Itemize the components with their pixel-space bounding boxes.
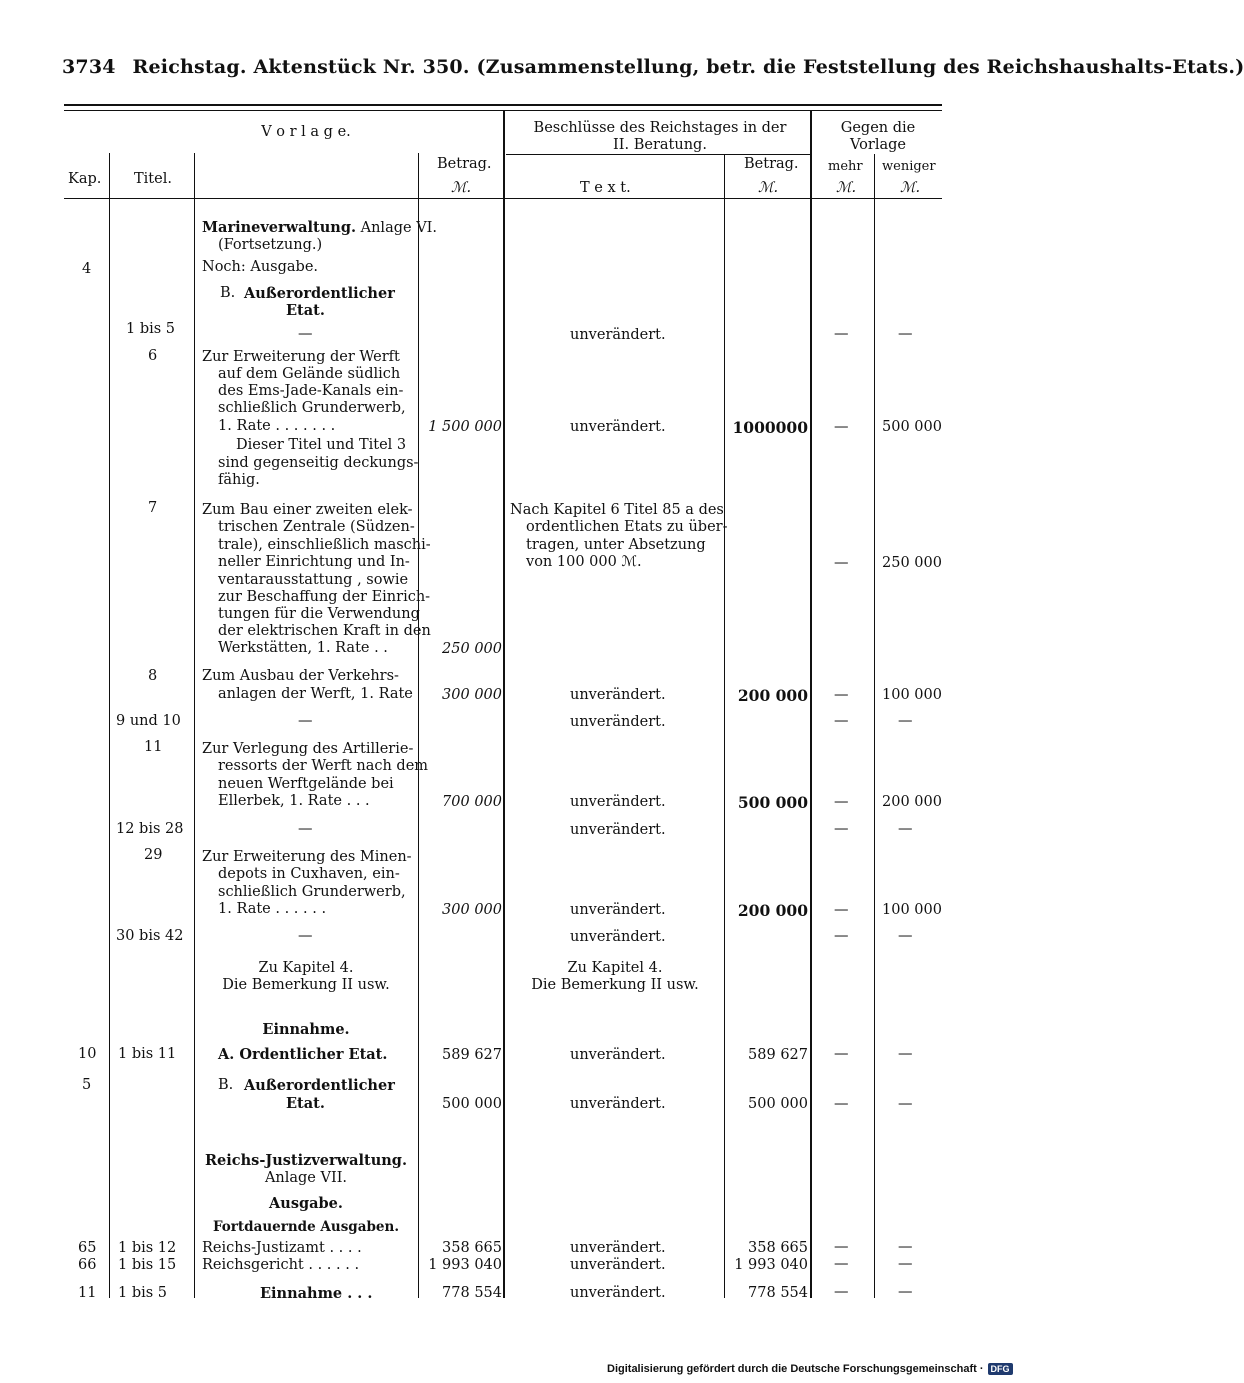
row-5-dash: — bbox=[298, 713, 313, 729]
row-12-mehr: — bbox=[834, 1239, 849, 1255]
row-8-desc-2: depots in Cuxhaven, ein- bbox=[218, 866, 400, 882]
row-1-text: unverändert. bbox=[570, 327, 666, 343]
header-gegen: Gegen die Vorlage bbox=[840, 120, 916, 153]
row-14-betrag2: 778 554 bbox=[748, 1285, 808, 1301]
row-12-betrag: 358 665 bbox=[442, 1240, 502, 1256]
row-6-text: unverändert. bbox=[570, 794, 666, 810]
zu-kapitel-left-1: Zu Kapitel 4. bbox=[258, 960, 354, 976]
row-6-desc-3: neuen Werftgelände bei bbox=[218, 776, 394, 792]
row-3-desc-3: trale), einschließlich maschi- bbox=[218, 537, 431, 553]
row-2-weniger: 500 000 bbox=[882, 419, 942, 435]
col-line-mehr bbox=[874, 154, 875, 1298]
header-vorlage: V o r l a g e. bbox=[261, 124, 351, 140]
row-14-mehr: — bbox=[834, 1284, 849, 1300]
row-11-desc-2: Etat. bbox=[286, 1095, 325, 1112]
row-5-titel: 9 und 10 bbox=[116, 713, 181, 729]
row-3-text-1: Nach Kapitel 6 Titel 85 a des bbox=[510, 502, 724, 518]
header-beschluesse: Beschlüsse des Reichstages in der II. Beratung. bbox=[533, 120, 787, 153]
row-8-desc-1: Zur Erweiterung des Minen- bbox=[202, 849, 412, 865]
row-10-desc: A. Ordentlicher Etat. bbox=[218, 1046, 388, 1063]
row-1-titel: 1 bis 5 bbox=[126, 321, 176, 337]
row-11-weniger: — bbox=[898, 1096, 913, 1112]
page-header bbox=[62, 56, 1244, 82]
page-title: Reichstag. Aktenstück Nr. 350. (Zusammenstellung, betr. die Feststellung des Reichshaushalts-Etats.) bbox=[132, 56, 1244, 78]
header-mehr: mehr bbox=[828, 159, 863, 174]
row-8-betrag: 300 000 bbox=[442, 902, 502, 918]
row-2-desc-1: Zur Erweiterung der Werft bbox=[202, 349, 400, 365]
row-3-text-3: tragen, unter Absetzung bbox=[526, 537, 706, 553]
row-2-desc-5: 1. Rate . . . . . . . bbox=[218, 418, 336, 434]
header-betrag: Betrag. bbox=[437, 156, 492, 172]
row-13-titel: 1 bis 15 bbox=[118, 1257, 177, 1273]
row-14-desc: Einnahme . . . bbox=[260, 1285, 373, 1302]
row-2-note-3: fähig. bbox=[218, 472, 260, 488]
col-line-vorlage-end bbox=[503, 111, 505, 1298]
row-2-note-2: sind gegenseitig deckungs- bbox=[218, 455, 419, 471]
row-8-weniger: 100 000 bbox=[882, 902, 942, 918]
row-10-text: unverändert. bbox=[570, 1047, 666, 1063]
row-2-desc-2: auf dem Gelände südlich bbox=[218, 366, 401, 382]
row-12-desc: Reichs-Justizamt . . . . bbox=[202, 1240, 362, 1256]
row-4-weniger: 100 000 bbox=[882, 687, 942, 703]
ausserordentlicher-label: Außerordentlicher bbox=[244, 285, 395, 302]
row-3-desc-7: tungen für die Verwendung bbox=[218, 606, 420, 622]
header-text: T e x t. bbox=[580, 180, 631, 196]
row-12-weniger: — bbox=[898, 1239, 913, 1255]
row-13-mehr: — bbox=[834, 1256, 849, 1272]
row-13-kap: 66 bbox=[78, 1257, 97, 1273]
row-3-desc-9: Werkstätten, 1. Rate . . bbox=[218, 640, 388, 656]
row-2-mehr: — bbox=[834, 419, 849, 435]
row-2-note-1: Dieser Titel und Titel 3 bbox=[236, 437, 407, 453]
row-6-desc-1: Zur Verlegung des Artillerie- bbox=[202, 741, 414, 757]
row-13-weniger: — bbox=[898, 1256, 913, 1272]
row-8-desc-3: schließlich Grunderwerb, bbox=[218, 884, 406, 900]
row-10-mehr: — bbox=[834, 1046, 849, 1062]
row-1-weniger: — bbox=[898, 326, 913, 342]
row-9-mehr: — bbox=[834, 928, 849, 944]
row-3-weniger: 250 000 bbox=[882, 555, 942, 571]
row-3-desc-1: Zum Bau einer zweiten elek- bbox=[202, 502, 413, 518]
justiz-heading: Reichs-Justizverwaltung. bbox=[205, 1152, 407, 1169]
col-line-betrag bbox=[418, 153, 419, 1298]
page-number: 3734 bbox=[62, 56, 116, 78]
header-betrag-unit: ℳ. bbox=[451, 180, 472, 196]
header-kap: Kap. bbox=[68, 171, 102, 187]
row-5-text: unverändert. bbox=[570, 714, 666, 730]
col-line-beschluss-end bbox=[810, 111, 812, 1298]
row-11-b: B. bbox=[218, 1077, 234, 1093]
zu-kapitel-right-2: Die Bemerkung II usw. bbox=[531, 977, 699, 993]
row-3-desc-2: trischen Zentrale (Südzen- bbox=[218, 519, 415, 535]
row-7-dash: — bbox=[298, 821, 313, 837]
b-label: B. bbox=[220, 285, 236, 301]
row-13-betrag: 1 993 040 bbox=[428, 1257, 502, 1273]
header-mehr-unit: ℳ. bbox=[836, 180, 857, 196]
row-3-mehr: — bbox=[834, 555, 849, 571]
row-3-desc-4: neller Einrichtung und In- bbox=[218, 554, 410, 570]
row-6-betrag: 700 000 bbox=[442, 794, 502, 810]
header-betrag2-unit: ℳ. bbox=[758, 180, 779, 196]
row-10-weniger: — bbox=[898, 1046, 913, 1062]
fortdauernde-heading: Fortdauernde Ausgaben. bbox=[212, 1219, 400, 1235]
row-6-weniger: 200 000 bbox=[882, 794, 942, 810]
row-9-dash: — bbox=[298, 928, 313, 944]
noch-ausgabe: Noch: Ausgabe. bbox=[202, 259, 319, 275]
row-14-kap: 11 bbox=[78, 1285, 97, 1301]
row-12-text: unverändert. bbox=[570, 1240, 666, 1256]
row-14-titel: 1 bis 5 bbox=[118, 1285, 168, 1301]
justiz-anlage: Anlage VII. bbox=[264, 1170, 348, 1186]
row-12-kap: 65 bbox=[78, 1240, 97, 1256]
row-11-betrag: 500 000 bbox=[442, 1096, 502, 1112]
dfg-logo-icon: DFG bbox=[988, 1363, 1013, 1375]
row-11-mehr: — bbox=[834, 1096, 849, 1112]
row-9-text: unverändert. bbox=[570, 929, 666, 945]
row-10-betrag: 589 627 bbox=[442, 1047, 502, 1063]
row-8-text: unverändert. bbox=[570, 902, 666, 918]
row-4-betrag2: 200 000 bbox=[737, 686, 808, 705]
row-3-text-4: von 100 000 ℳ. bbox=[526, 554, 642, 570]
row-3-desc-6: zur Beschaffung der Einrich- bbox=[218, 589, 431, 605]
header-weniger: weniger bbox=[882, 159, 936, 174]
col-line-text bbox=[724, 154, 725, 1298]
row-1-mehr: — bbox=[834, 326, 849, 342]
row-8-desc-4: 1. Rate . . . . . . bbox=[218, 901, 327, 917]
row-3-desc-5: ventarausstattung , sowie bbox=[218, 572, 409, 588]
row-2-betrag: 1 500 000 bbox=[428, 419, 502, 435]
row-6-desc-2: ressorts der Werft nach dem bbox=[218, 758, 429, 774]
row-4-mehr: — bbox=[834, 687, 849, 703]
row-10-titel: 1 bis 11 bbox=[118, 1046, 177, 1062]
top-rule-thick bbox=[64, 104, 942, 106]
row-7-weniger: — bbox=[898, 821, 913, 837]
row-13-betrag2: 1 993 040 bbox=[734, 1257, 808, 1273]
row-11-betrag2: 500 000 bbox=[748, 1096, 808, 1112]
row-14-weniger: — bbox=[898, 1284, 913, 1300]
zu-kapitel-left-2: Die Bemerkung II usw. bbox=[222, 977, 390, 993]
row-4-desc-1: Zum Ausbau der Verkehrs- bbox=[202, 668, 399, 684]
row-14-betrag: 778 554 bbox=[442, 1285, 502, 1301]
row-4-desc-2: anlagen der Werft, 1. Rate bbox=[218, 686, 413, 702]
row-7-titel: 12 bis 28 bbox=[116, 821, 184, 837]
row-11-text: unverändert. bbox=[570, 1096, 666, 1112]
einnahme-heading: Einnahme. bbox=[262, 1021, 350, 1038]
row-3-titel: 7 bbox=[148, 500, 158, 516]
row-2-desc-3: des Ems-Jade-Kanals ein- bbox=[218, 383, 404, 399]
kap-4: 4 bbox=[82, 261, 92, 277]
row-3-desc-8: der elektrischen Kraft in den bbox=[218, 623, 431, 639]
row-11-desc-1: Außerordentlicher bbox=[244, 1077, 395, 1094]
row-4-betrag: 300 000 bbox=[442, 687, 502, 703]
etat-label: Etat. bbox=[286, 302, 325, 319]
row-6-titel: 11 bbox=[144, 739, 163, 755]
ausgabe-heading: Ausgabe. bbox=[269, 1195, 343, 1212]
row-6-desc-4: Ellerbek, 1. Rate . . . bbox=[218, 793, 370, 809]
row-8-mehr: — bbox=[834, 902, 849, 918]
row-6-mehr: — bbox=[834, 794, 849, 810]
row-9-weniger: — bbox=[898, 928, 913, 944]
row-9-titel: 30 bis 42 bbox=[116, 928, 184, 944]
row-13-desc: Reichsgericht . . . . . . bbox=[202, 1257, 360, 1273]
col-line-kap bbox=[109, 153, 110, 1298]
row-11-kap: 5 bbox=[82, 1077, 92, 1093]
fortsetzung: (Fortsetzung.) bbox=[218, 237, 323, 253]
row-6-betrag2: 500 000 bbox=[737, 793, 808, 812]
subheader-rule bbox=[506, 154, 812, 155]
row-2-text: unverändert. bbox=[570, 419, 666, 435]
row-3-betrag: 250 000 bbox=[442, 641, 502, 657]
row-2-desc-4: schließlich Grunderwerb, bbox=[218, 400, 406, 416]
row-4-titel: 8 bbox=[148, 668, 158, 684]
row-12-titel: 1 bis 12 bbox=[118, 1240, 177, 1256]
section-marine: Marineverwaltung. Anlage VI. bbox=[202, 219, 437, 236]
zu-kapitel-right-1: Zu Kapitel 4. bbox=[567, 960, 663, 976]
row-8-betrag2: 200 000 bbox=[737, 901, 808, 920]
row-14-text: unverändert. bbox=[570, 1285, 666, 1301]
row-2-betrag2: 1000000 bbox=[732, 418, 808, 437]
row-10-kap: 10 bbox=[78, 1046, 97, 1062]
row-10-betrag2: 589 627 bbox=[748, 1047, 808, 1063]
row-1-dash: — bbox=[298, 326, 313, 342]
row-7-mehr: — bbox=[834, 821, 849, 837]
row-4-text: unverändert. bbox=[570, 687, 666, 703]
col-line-titel bbox=[194, 153, 195, 1298]
digitization-footer bbox=[607, 1363, 1013, 1375]
row-5-weniger: — bbox=[898, 713, 913, 729]
row-3-text-2: ordentlichen Etats zu über- bbox=[526, 519, 728, 535]
footer-text: Digitalisierung gefördert durch die Deutsche Forschungsgemeinschaft · bbox=[607, 1363, 984, 1375]
row-13-text: unverändert. bbox=[570, 1257, 666, 1273]
header-weniger-unit: ℳ. bbox=[900, 180, 921, 196]
header-betrag2: Betrag. bbox=[744, 156, 799, 172]
row-8-titel: 29 bbox=[144, 847, 163, 863]
row-5-mehr: — bbox=[834, 713, 849, 729]
row-7-text: unverändert. bbox=[570, 822, 666, 838]
row-2-titel: 6 bbox=[148, 348, 158, 364]
row-12-betrag2: 358 665 bbox=[748, 1240, 808, 1256]
header-titel: Titel. bbox=[134, 171, 172, 187]
